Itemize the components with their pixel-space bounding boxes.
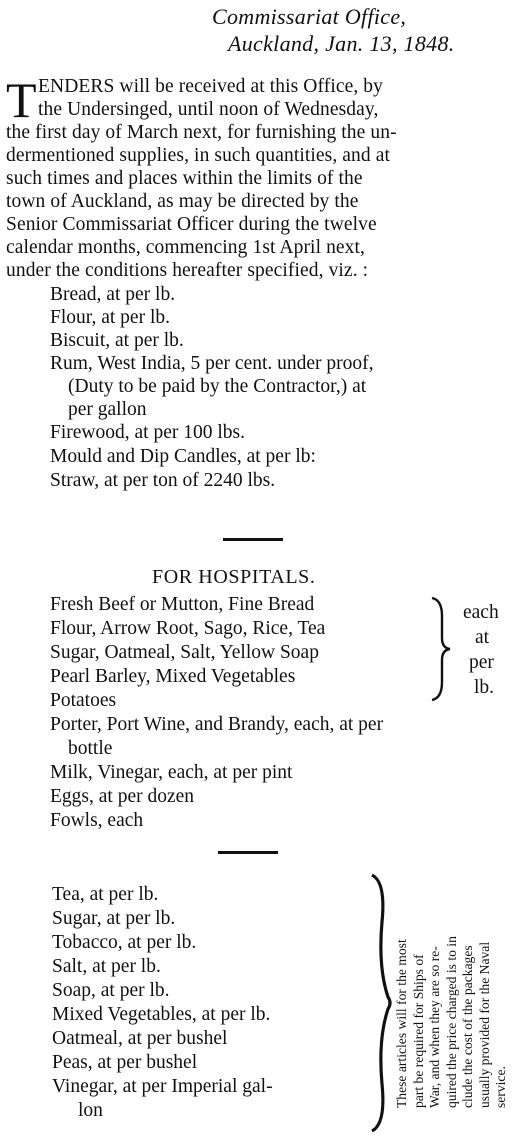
tall-brace-icon [366,872,394,1134]
divider-rule-1 [223,538,283,541]
hospital-eggs: Eggs, at per dozen [50,786,195,807]
office-name: Commissariat Office, [212,4,407,29]
intro-line-6: town of Auckland, as may be directed by the [6,191,359,212]
naval-tobacco: Tobacco, at per lb. [52,932,197,953]
supply-rum-3: per gallon [68,399,147,420]
naval-vegetables: Mixed Vegetables, at per lb. [52,1004,271,1025]
hospital-row-3: Sugar, Oatmeal, Salt, Yellow Soap [50,642,319,663]
note-line-7: service. [493,1066,508,1108]
note-line-5: clude the cost of the packages [460,945,475,1108]
hospital-porter-2: bottle [68,738,113,759]
naval-sugar: Sugar, at per lb. [52,908,176,929]
hospital-fowls: Fowls, each [50,810,144,831]
naval-vinegar-2: lon [78,1100,103,1121]
intro-line-7: Senior Commissariat Officer during the twelve [6,214,377,235]
intro-line-5: such times and places within the limits of the [6,168,363,189]
supply-straw: Straw, at per ton of 2240 lbs. [50,470,276,491]
supply-firewood: Firewood, at per 100 lbs. [50,422,245,443]
supply-rum-2: (Duty to be paid by the Contractor,) at [68,376,367,397]
intro-line-3: the first day of March next, for furnishing the un- [6,122,397,143]
drop-cap: T [6,72,37,128]
note-line-1: These articles will for the most [394,939,409,1108]
curly-brace-icon [428,594,454,704]
intro-line-4: dermentioned supplies, in such quantities, and at [6,145,390,166]
note-line-2: part be required for Ships of [410,954,426,1108]
intro-line-1: ENDERS will be received at this Office, by [38,76,384,97]
hospital-row-1: Fresh Beef or Mutton, Fine Bread [50,594,315,615]
hospital-row-4: Pearl Barley, Mixed Vegetables [50,666,296,687]
supply-rum-1: Rum, West India, 5 per cent. under proof, [50,353,374,374]
bracket-at: at [475,627,490,648]
supply-biscuit: Biscuit, at per lb. [50,330,184,351]
supply-bread: Bread, at per lb. [50,284,176,305]
naval-tea: Tea, at per lb. [52,884,159,905]
supply-flour: Flour, at per lb. [50,307,170,328]
divider-rule-2 [218,851,278,854]
naval-peas: Peas, at per bushel [52,1052,198,1073]
bracket-per: per [469,652,494,673]
naval-soap: Soap, at per lb. [52,980,170,1001]
intro-line-9: under the conditions hereafter specified, viz. : [6,260,369,281]
dateline: Auckland, Jan. 13, 1848. [228,31,455,56]
naval-vinegar-1: Vinegar, at per Imperial gal- [52,1076,273,1097]
note-line-3: War, and when they are so re- [427,946,442,1108]
intro-line-8: calendar months, commencing 1st April next, [6,237,366,258]
hospital-porter-1: Porter, Port Wine, and Brandy, each, at per [50,714,384,735]
note-line-6: usually provided for the Naval [476,941,492,1108]
naval-salt: Salt, at per lb. [52,956,161,977]
naval-oatmeal: Oatmeal, at per bushel [52,1028,228,1049]
hospitals-heading: FOR HOSPITALS. [152,566,316,588]
hospital-row-2: Flour, Arrow Root, Sago, Rice, Tea [50,618,326,639]
note-line-4: quired the price charged is to in [443,936,459,1108]
bracket-lb: lb. [474,677,495,698]
intro-line-2: the Undersinged, until noon of Wednesday, [38,99,379,120]
hospital-potatoes: Potatoes [50,690,117,711]
bracket-each: each [463,602,499,623]
hospital-milk: Milk, Vinegar, each, at per pint [50,762,293,783]
supply-candles: Mould and Dip Candles, at per lb: [50,446,316,467]
